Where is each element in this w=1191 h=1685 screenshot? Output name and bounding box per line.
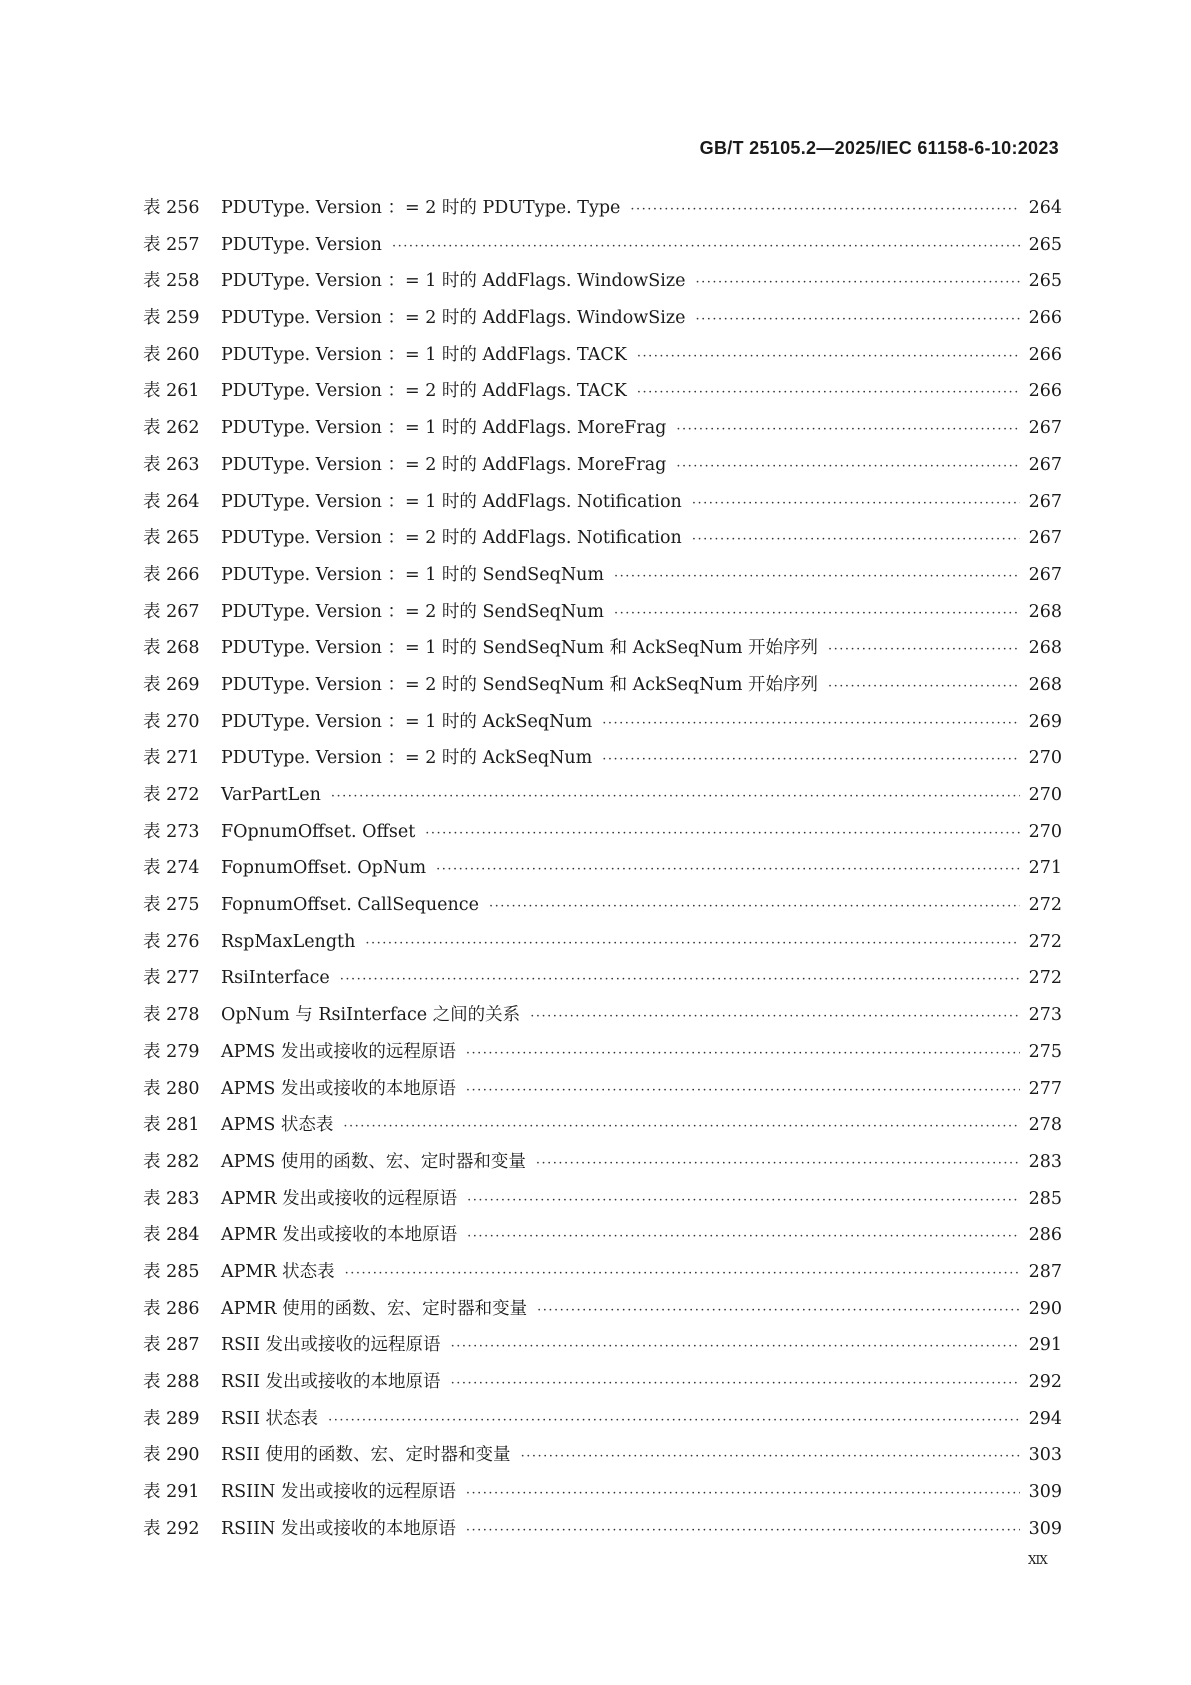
toc-entry[interactable] bbox=[143, 1144, 1062, 1181]
toc-entry[interactable] bbox=[143, 557, 1062, 594]
toc-entry-title: RspMaxLength bbox=[221, 931, 356, 952]
dot-leader bbox=[630, 192, 1020, 229]
dot-leader bbox=[602, 742, 1020, 779]
toc-entry-page: 267 bbox=[1028, 418, 1062, 439]
toc-entry-page: 291 bbox=[1028, 1335, 1062, 1356]
toc-entry-number: 表 262 bbox=[143, 418, 200, 439]
toc-entry-number: 表 269 bbox=[143, 674, 200, 695]
toc-entry-page: 294 bbox=[1028, 1408, 1062, 1429]
toc-entry-number: 表 267 bbox=[143, 601, 200, 622]
toc-entry-title: PDUType. Version ：= 1 时的 AckSeqNum bbox=[221, 711, 593, 732]
toc-entry-page: 286 bbox=[1028, 1225, 1062, 1246]
dot-leader bbox=[467, 1183, 1020, 1220]
toc-entry[interactable] bbox=[143, 1364, 1062, 1401]
toc-entry-page: 267 bbox=[1028, 454, 1062, 475]
toc-entry-page: 303 bbox=[1028, 1445, 1062, 1466]
dot-leader bbox=[392, 229, 1020, 266]
toc-entry-number: 表 287 bbox=[143, 1335, 200, 1356]
toc-entry-title: PDUType. Version ：= 2 时的 AddFlags. MoreFrag bbox=[221, 454, 667, 475]
toc-entry[interactable] bbox=[143, 1107, 1062, 1144]
dot-leader bbox=[345, 1256, 1020, 1293]
toc-entry-page: 268 bbox=[1028, 601, 1062, 622]
toc-entry[interactable] bbox=[143, 227, 1062, 264]
toc-entry[interactable] bbox=[143, 1217, 1062, 1254]
toc-entry-page: 309 bbox=[1028, 1482, 1062, 1503]
toc-entry[interactable] bbox=[143, 814, 1062, 851]
toc-entry-title: PDUType. Version ：= 1 时的 AddFlags. WindowSize bbox=[221, 271, 686, 292]
toc-entry[interactable] bbox=[143, 777, 1062, 814]
toc-entry-number: 表 270 bbox=[143, 711, 200, 732]
dot-leader bbox=[692, 522, 1020, 559]
toc-entry-title: RSII 发出或接收的远程原语 bbox=[221, 1335, 441, 1356]
toc-entry[interactable] bbox=[143, 924, 1062, 961]
toc-entry-title: PDUType. Version ：= 2 时的 PDUType. Type bbox=[221, 198, 621, 218]
toc-entry-number: 表 292 bbox=[143, 1518, 200, 1539]
toc-entry[interactable] bbox=[143, 484, 1062, 521]
toc-entry-title: APMS 发出或接收的远程原语 bbox=[221, 1041, 456, 1062]
toc-entry-title: FopnumOffset. OpNum bbox=[221, 858, 427, 879]
toc-entry-page: 267 bbox=[1028, 491, 1062, 512]
toc-entry-page: 272 bbox=[1028, 931, 1062, 952]
toc-entry[interactable] bbox=[143, 1254, 1062, 1291]
toc-entry-page: 272 bbox=[1028, 895, 1062, 916]
dot-leader bbox=[637, 339, 1020, 376]
dot-leader bbox=[436, 852, 1020, 889]
toc-entry[interactable] bbox=[143, 1034, 1062, 1071]
toc-entry-number: 表 279 bbox=[143, 1041, 200, 1062]
toc-entry-title: FOpnumOffset. Offset bbox=[221, 821, 416, 842]
toc-entry-page: 278 bbox=[1028, 1115, 1062, 1136]
toc-entry-number: 表 281 bbox=[143, 1115, 200, 1136]
toc-entry-page: 283 bbox=[1028, 1151, 1062, 1172]
toc-entry-page: 266 bbox=[1028, 344, 1062, 365]
toc-entry-title: RSII 发出或接收的本地原语 bbox=[221, 1372, 441, 1392]
toc-entry[interactable] bbox=[143, 704, 1062, 741]
dot-leader bbox=[340, 962, 1020, 999]
toc-entry-page: 265 bbox=[1028, 271, 1062, 292]
toc-entry-number: 表 282 bbox=[143, 1151, 200, 1172]
toc-entry[interactable] bbox=[143, 520, 1062, 557]
toc-entry-number: 表 285 bbox=[143, 1261, 200, 1282]
toc-entry-number: 表 283 bbox=[143, 1188, 200, 1209]
toc-entry-page: 273 bbox=[1028, 1005, 1062, 1026]
toc-entry[interactable] bbox=[143, 997, 1062, 1034]
toc-entry-page: 267 bbox=[1028, 564, 1062, 585]
toc-entry[interactable] bbox=[143, 1437, 1062, 1474]
dot-leader bbox=[331, 779, 1020, 816]
dot-leader bbox=[695, 302, 1020, 339]
toc-entry-number: 表 290 bbox=[143, 1445, 200, 1466]
toc-entry-number: 表 256 bbox=[143, 198, 200, 218]
toc-entry[interactable] bbox=[143, 263, 1062, 300]
dot-leader bbox=[466, 1513, 1020, 1550]
dot-leader bbox=[466, 1073, 1020, 1110]
toc-entry-page: 269 bbox=[1028, 711, 1062, 732]
toc-entry-number: 表 275 bbox=[143, 895, 200, 916]
toc-entry-title: APMS 发出或接收的本地原语 bbox=[221, 1078, 456, 1099]
toc-entry-title: VarPartLen bbox=[221, 785, 321, 805]
toc-entry-number: 表 263 bbox=[143, 454, 200, 475]
toc-entry-title: RsiInterface bbox=[221, 968, 330, 989]
toc-entry[interactable] bbox=[143, 630, 1062, 667]
dot-leader bbox=[692, 486, 1020, 523]
dot-leader bbox=[451, 1329, 1020, 1366]
toc-entry-title: PDUType. Version ：= 2 时的 AddFlags. Notification bbox=[221, 528, 682, 549]
toc-entry-page: 264 bbox=[1028, 198, 1062, 218]
toc-entry-number: 表 286 bbox=[143, 1298, 200, 1319]
toc-entry-page: 270 bbox=[1028, 785, 1062, 805]
toc-entry-page: 287 bbox=[1028, 1261, 1062, 1282]
toc-entry-number: 表 258 bbox=[143, 271, 200, 292]
toc-entry-page: 265 bbox=[1028, 234, 1062, 255]
page-number-footer: XIX bbox=[1028, 1553, 1047, 1567]
toc-entry-page: 292 bbox=[1028, 1372, 1062, 1392]
toc-entry-title: APMS 状态表 bbox=[221, 1115, 334, 1136]
dot-leader bbox=[614, 559, 1020, 596]
toc-entry-title: OpNum 与 RsiInterface 之间的关系 bbox=[221, 1005, 521, 1026]
toc-entry-title: PDUType. Version ：= 2 时的 AddFlags. TACK bbox=[221, 381, 627, 402]
toc-entry-number: 表 291 bbox=[143, 1482, 200, 1503]
toc-entry-title: PDUType. Version ：= 2 时的 SendSeqNum 和 AckSeqNum 开始序列 bbox=[221, 674, 818, 695]
dot-leader bbox=[676, 412, 1020, 449]
toc-entry-number: 表 259 bbox=[143, 308, 200, 329]
toc-entry[interactable] bbox=[143, 1401, 1062, 1438]
dot-leader bbox=[828, 669, 1020, 706]
toc-entry[interactable] bbox=[143, 887, 1062, 924]
toc-entry[interactable] bbox=[143, 667, 1062, 704]
toc-entry-title: PDUType. Version ：= 1 时的 AddFlags. TACK bbox=[221, 344, 627, 365]
toc-entry-page: 271 bbox=[1028, 858, 1062, 879]
toc-entry[interactable] bbox=[143, 1327, 1062, 1364]
toc-entry-title: PDUType. Version bbox=[221, 234, 382, 255]
toc-entry-number: 表 260 bbox=[143, 344, 200, 365]
toc-entry[interactable] bbox=[143, 190, 1062, 227]
toc-entry-page: 267 bbox=[1028, 528, 1062, 549]
dot-leader bbox=[328, 1403, 1020, 1440]
toc-entry-number: 表 284 bbox=[143, 1225, 200, 1246]
dot-leader bbox=[637, 375, 1020, 412]
toc-entry-page: 285 bbox=[1028, 1188, 1062, 1209]
toc-entry-title: APMR 发出或接收的远程原语 bbox=[221, 1188, 458, 1209]
toc-entry-number: 表 268 bbox=[143, 638, 200, 659]
dot-leader bbox=[536, 1146, 1020, 1183]
dot-leader bbox=[467, 1219, 1020, 1256]
toc-entry-page: 266 bbox=[1028, 308, 1062, 329]
toc-entry[interactable] bbox=[143, 1291, 1062, 1328]
toc-entry-title: PDUType. Version ：= 2 时的 SendSeqNum bbox=[221, 601, 605, 622]
toc-entry[interactable] bbox=[143, 594, 1062, 631]
toc-entry[interactable] bbox=[143, 960, 1062, 997]
toc-entry-number: 表 276 bbox=[143, 931, 200, 952]
toc-entry-title: FopnumOffset. CallSequence bbox=[221, 895, 479, 916]
dot-leader bbox=[828, 632, 1020, 669]
toc-entry-page: 272 bbox=[1028, 968, 1062, 989]
toc-entry-number: 表 280 bbox=[143, 1078, 200, 1099]
toc-entry-title: APMS 使用的函数、宏、定时器和变量 bbox=[221, 1151, 526, 1172]
toc-entry[interactable] bbox=[143, 337, 1062, 374]
toc-entry-title: PDUType. Version ：= 1 时的 AddFlags. Notification bbox=[221, 491, 682, 512]
dot-leader bbox=[537, 1293, 1020, 1330]
dot-leader bbox=[451, 1366, 1020, 1403]
toc-entry-number: 表 271 bbox=[143, 748, 200, 769]
toc-entry-title: PDUType. Version ：= 2 时的 AddFlags. WindowSize bbox=[221, 308, 686, 329]
dot-leader bbox=[695, 265, 1020, 302]
toc-entry-page: 275 bbox=[1028, 1041, 1062, 1062]
dot-leader bbox=[365, 926, 1020, 963]
toc-entry[interactable] bbox=[143, 300, 1062, 337]
toc-entry-title: APMR 使用的函数、宏、定时器和变量 bbox=[221, 1298, 528, 1319]
toc-entry-page: 268 bbox=[1028, 674, 1062, 695]
toc-entry-number: 表 288 bbox=[143, 1372, 200, 1392]
dot-leader bbox=[343, 1109, 1020, 1146]
toc-entry[interactable] bbox=[143, 447, 1062, 484]
toc-entry-page: 268 bbox=[1028, 638, 1062, 659]
standard-code-header: GB/T 25105.2—2025/IEC 61158-6-10:2023 bbox=[699, 138, 1059, 158]
toc-entry-page: 270 bbox=[1028, 748, 1062, 769]
toc-entry-title: RSII 状态表 bbox=[221, 1408, 319, 1429]
toc-entry-title: PDUType. Version ：= 1 时的 AddFlags. MoreFrag bbox=[221, 418, 667, 439]
toc-entry-number: 表 257 bbox=[143, 234, 200, 255]
dot-leader bbox=[466, 1476, 1020, 1513]
toc-entry-title: APMR 状态表 bbox=[221, 1261, 335, 1282]
toc-entry-title: RSIIN 发出或接收的本地原语 bbox=[221, 1518, 456, 1539]
toc-entry-title: RSIIN 发出或接收的远程原语 bbox=[221, 1482, 456, 1503]
toc-entry[interactable] bbox=[143, 850, 1062, 887]
toc-entry-title: PDUType. Version ：= 1 时的 SendSeqNum 和 AckSeqNum 开始序列 bbox=[221, 638, 818, 659]
dot-leader bbox=[466, 1036, 1020, 1073]
toc-entry-page: 309 bbox=[1028, 1518, 1062, 1539]
toc-entry-number: 表 261 bbox=[143, 381, 200, 402]
toc-entry[interactable] bbox=[143, 1511, 1062, 1548]
toc-entry[interactable] bbox=[143, 410, 1062, 447]
toc-entry[interactable] bbox=[143, 1071, 1062, 1108]
toc-entry-title: PDUType. Version ：= 1 时的 SendSeqNum bbox=[221, 564, 605, 585]
toc-entry[interactable] bbox=[143, 373, 1062, 410]
toc-entry-number: 表 277 bbox=[143, 968, 200, 989]
toc-entry[interactable] bbox=[143, 740, 1062, 777]
toc-entry-page: 290 bbox=[1028, 1298, 1062, 1319]
toc-entry-title: RSII 使用的函数、宏、定时器和变量 bbox=[221, 1445, 511, 1466]
toc-entry-page: 266 bbox=[1028, 381, 1062, 402]
dot-leader bbox=[425, 816, 1020, 853]
dot-leader bbox=[676, 449, 1020, 486]
dot-leader bbox=[530, 999, 1020, 1036]
dot-leader bbox=[602, 706, 1020, 743]
toc-entry-number: 表 274 bbox=[143, 858, 200, 879]
toc-entry[interactable] bbox=[143, 1181, 1062, 1218]
toc-entry-number: 表 273 bbox=[143, 821, 200, 842]
toc-entry[interactable] bbox=[143, 1474, 1062, 1511]
toc-entry-number: 表 278 bbox=[143, 1005, 200, 1026]
toc-entry-number: 表 272 bbox=[143, 785, 200, 805]
dot-leader bbox=[489, 889, 1020, 926]
dot-leader bbox=[614, 596, 1020, 633]
toc-entry-number: 表 266 bbox=[143, 564, 200, 585]
toc-entry-title: PDUType. Version ：= 2 时的 AckSeqNum bbox=[221, 748, 593, 769]
toc-entry-page: 277 bbox=[1028, 1078, 1062, 1099]
toc-entry-number: 表 289 bbox=[143, 1408, 200, 1429]
toc-entry-page: 270 bbox=[1028, 821, 1062, 842]
table-of-contents-list bbox=[143, 190, 1062, 1547]
toc-entry-title: APMR 发出或接收的本地原语 bbox=[221, 1225, 458, 1246]
toc-entry-number: 表 264 bbox=[143, 491, 200, 512]
dot-leader bbox=[521, 1439, 1020, 1476]
toc-entry-number: 表 265 bbox=[143, 528, 200, 549]
